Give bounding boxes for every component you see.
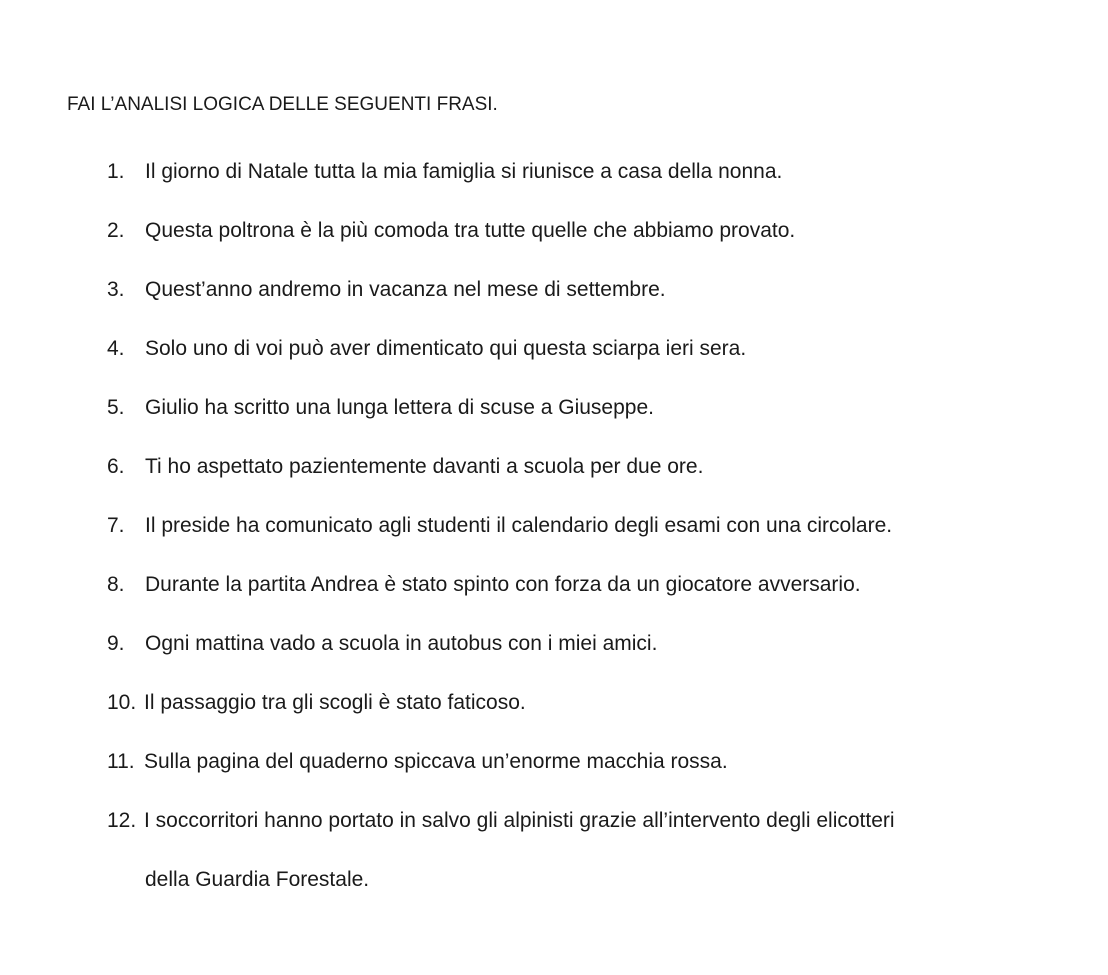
- list-item-number: 10.: [107, 691, 137, 714]
- list-item-text: Giulio ha scritto una lunga lettera di scuse a Giuseppe.: [145, 396, 654, 419]
- list-item-number: 1.: [107, 160, 125, 183]
- list-item-number: 12.: [107, 809, 137, 832]
- list-item-text: Ogni mattina vado a scuola in autobus con i miei amici.: [145, 632, 658, 655]
- list-item-text: I soccorritori hanno portato in salvo gli alpinisti grazie all’intervento degli elicotteri: [144, 809, 895, 832]
- list-item-text: Solo uno di voi può aver dimenticato qui questa sciarpa ieri sera.: [145, 337, 747, 360]
- page-title: FAI L’ANALISI LOGICA DELLE SEGUENTI FRASI.: [67, 94, 498, 115]
- list-item-text: Durante la partita Andrea è stato spinto con forza da un giocatore avversario.: [145, 573, 861, 596]
- list-item-text: Ti ho aspettato pazientemente davanti a scuola per due ore.: [145, 455, 704, 478]
- list-item-number: 11.: [107, 750, 135, 773]
- list-item-text: Il passaggio tra gli scogli è stato faticoso.: [144, 691, 526, 714]
- list-item-number: 4.: [107, 337, 125, 360]
- list-item-text: Il preside ha comunicato agli studenti il calendario degli esami con una circolare.: [145, 514, 893, 537]
- list-item-number: 6.: [107, 455, 125, 478]
- list-item-text: Questa poltrona è la più comoda tra tutte quelle che abbiamo provato.: [145, 219, 796, 242]
- list-item-number: 8.: [107, 573, 125, 596]
- list-item-text: Quest’anno andremo in vacanza nel mese di settembre.: [145, 278, 666, 301]
- list-item-number: 3.: [107, 278, 125, 301]
- list-item-number: 2.: [107, 219, 125, 242]
- list-item-number: 9.: [107, 632, 125, 655]
- list-item-text: Sulla pagina del quaderno spiccava un’enorme macchia rossa.: [144, 750, 728, 773]
- list-item-number: 7.: [107, 514, 125, 537]
- list-item-text-continuation: della Guardia Forestale.: [145, 868, 370, 891]
- list-item-text: Il giorno di Natale tutta la mia famiglia si riunisce a casa della nonna.: [145, 160, 783, 183]
- list-item-number: 5.: [107, 396, 125, 419]
